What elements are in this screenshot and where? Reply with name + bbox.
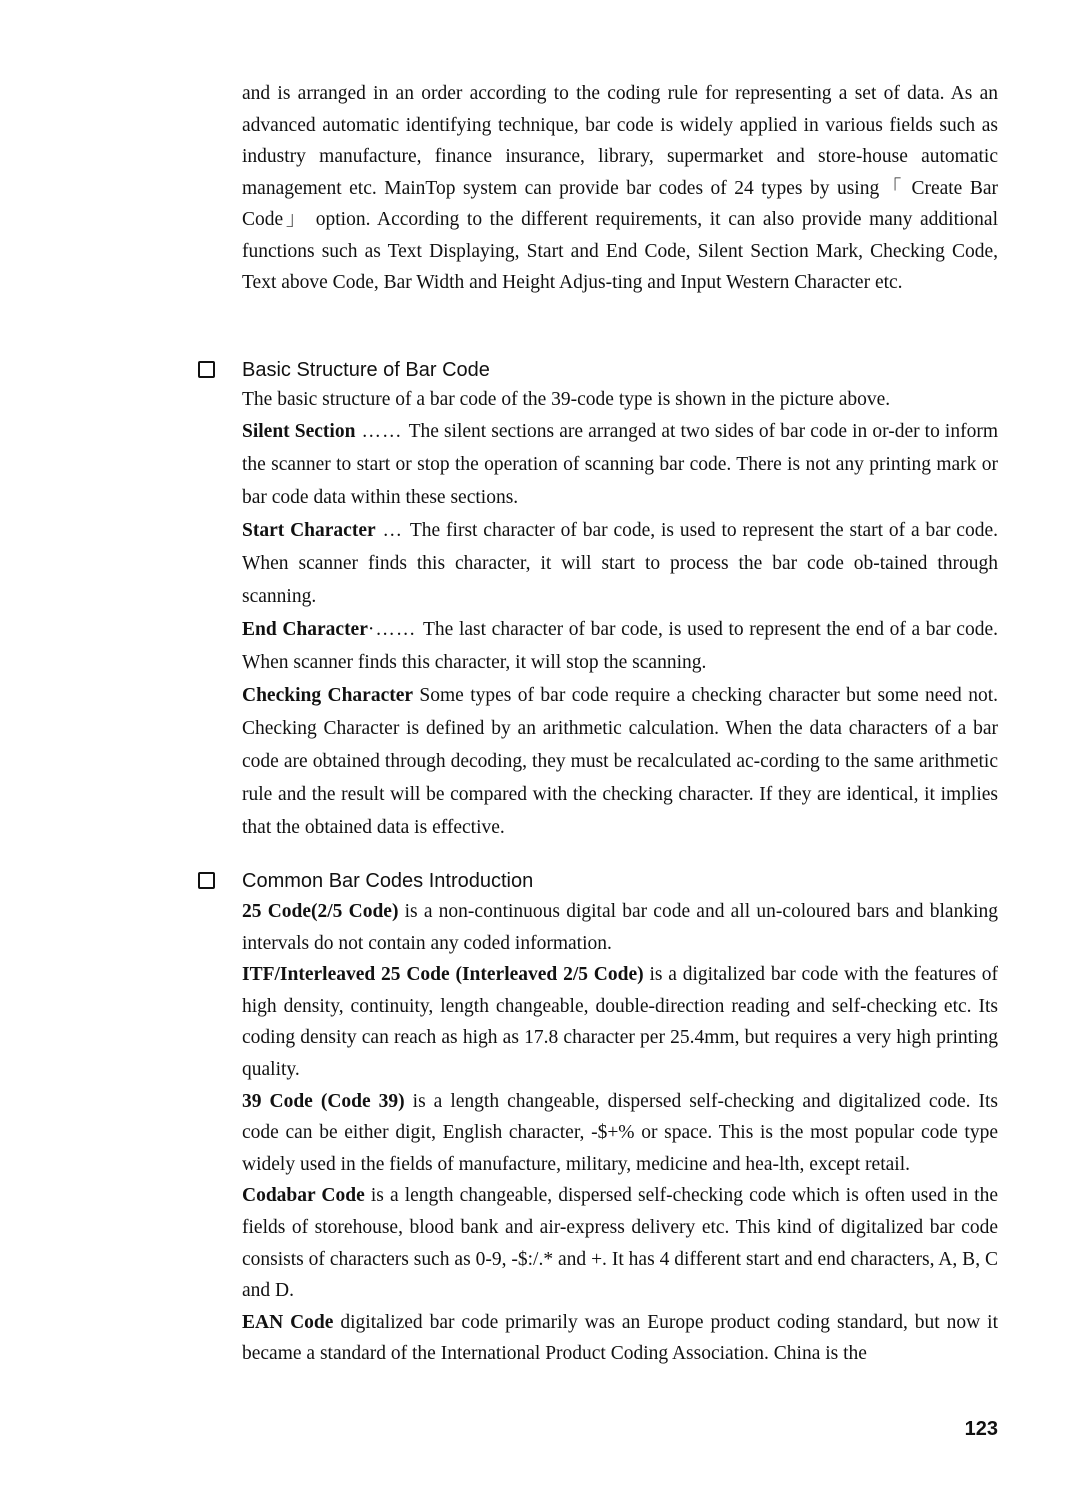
definition-term: End Character xyxy=(242,619,368,640)
code-term: EAN Code xyxy=(242,1311,334,1333)
definition-term: Checking Character xyxy=(242,685,414,706)
code-paragraph xyxy=(242,959,998,1085)
definition-separator: ·…… xyxy=(367,619,424,640)
section-common-bar-codes xyxy=(242,866,998,1370)
code-paragraph xyxy=(242,1307,998,1370)
intro-paragraph: and is arranged in an order according to the coding rule for representing a set of data. As an advanced automatic identifying technique, bar code is widely applied in various fields such as industry manufacture, finance insurance, library, supermarket and store-house automatic management etc. MainTop system can provide bar codes of 24 types by using「 Create Bar Code」 option. According to the different requirements, it can also provide many additional functions such as Text Displaying, Start and End Code, Silent Section Mark, Checking Code, Text above Code, Bar Width and Height Adjus-ting and Input Western Character etc. xyxy=(242,83,998,293)
code-term: 39 Code (Code 39) xyxy=(242,1090,405,1112)
definition-paragraph xyxy=(242,415,998,514)
code-term: ITF/Interleaved 25 Code (Interleaved 2/5 Code) xyxy=(242,964,644,986)
definition-text: Some types of bar code require a checking character but some need not. Checking Character is defined by an arithmetic calculation. When the data characters of a bar code are obtained through decoding, they must be recalculated ac-cording to the same arithmetic rule and the result will be compared with the checking character. If they are identical, it implies that the obtained data is effective. xyxy=(242,685,998,838)
code-text: is a digitalized bar code with the features of high density, continuity, length changeable, double-direction reading and self-checking etc. Its coding density can reach as high as 17.8 character per 25.4mm, but requires a very high printing quality. xyxy=(242,964,998,1080)
section-basic-structure xyxy=(242,355,998,844)
definition-paragraph xyxy=(242,514,998,613)
code-paragraph xyxy=(242,1086,998,1181)
code-text: is a length changeable, dispersed self-checking code which is often used in the fields of storehouse, blood bank and air-express delivery etc. This kind of digitalized bar code consists of characters such as 0-9, -$:/.* and +. It has 4 different start and end characters, A, B, C and D. xyxy=(242,1185,998,1302)
checkbox-square-icon xyxy=(198,872,215,889)
page-number: 123 xyxy=(964,1418,998,1440)
definition-separator: …… xyxy=(355,421,409,442)
section-heading-text: Common Bar Codes Introduction xyxy=(242,870,534,892)
intro-block xyxy=(242,78,998,299)
code-term: Codabar Code xyxy=(242,1185,365,1207)
section-heading xyxy=(242,355,998,385)
code-text: is a length changeable, dispersed self-checking and digitalized code. Its code can be either digit, English character, -$+% or space. This is the most popular code type widely used in the fields of manufacture, military, medicine and hea-lth, except retail. xyxy=(242,1090,999,1175)
code-text: digitalized bar code primarily was an Europe product coding standard, but now it became a standard of the International Product Coding Association. China is the xyxy=(242,1311,998,1365)
definition-term: Start Character xyxy=(242,520,376,541)
definition-term: Silent Section xyxy=(242,421,356,442)
definition-separator: … xyxy=(375,520,410,541)
definition-paragraph xyxy=(242,679,998,844)
code-paragraph xyxy=(242,896,998,959)
definition-text: The last character of bar code, is used to represent the end of a bar code. When scanner finds this character, it will stop the scanning. xyxy=(242,619,998,673)
definition-paragraph xyxy=(242,613,998,679)
section-lead-paragraph: The basic structure of a bar code of the 39-code type is shown in the picture above. xyxy=(242,389,891,410)
code-text: is a non-continuous digital bar code and all un-coloured bars and blanking intervals do not contain any coded information. xyxy=(242,901,998,954)
checkbox-square-icon xyxy=(198,361,215,378)
definition-text: The first character of bar code, is used to represent the start of a bar code. When scanner finds this character, it will start to process the bar code ob-tained through scanning. xyxy=(242,520,998,607)
code-term: 25 Code(2/5 Code) xyxy=(242,901,399,922)
section-heading xyxy=(242,866,998,896)
code-paragraph xyxy=(242,1180,998,1306)
definition-text: The silent sections are arranged at two sides of bar code in or-der to inform the scanner to start or stop the operation of scanning bar code. There is not any printing mark or bar code data within these sections. xyxy=(242,421,998,508)
section-heading-text: Basic Structure of Bar Code xyxy=(242,359,490,381)
